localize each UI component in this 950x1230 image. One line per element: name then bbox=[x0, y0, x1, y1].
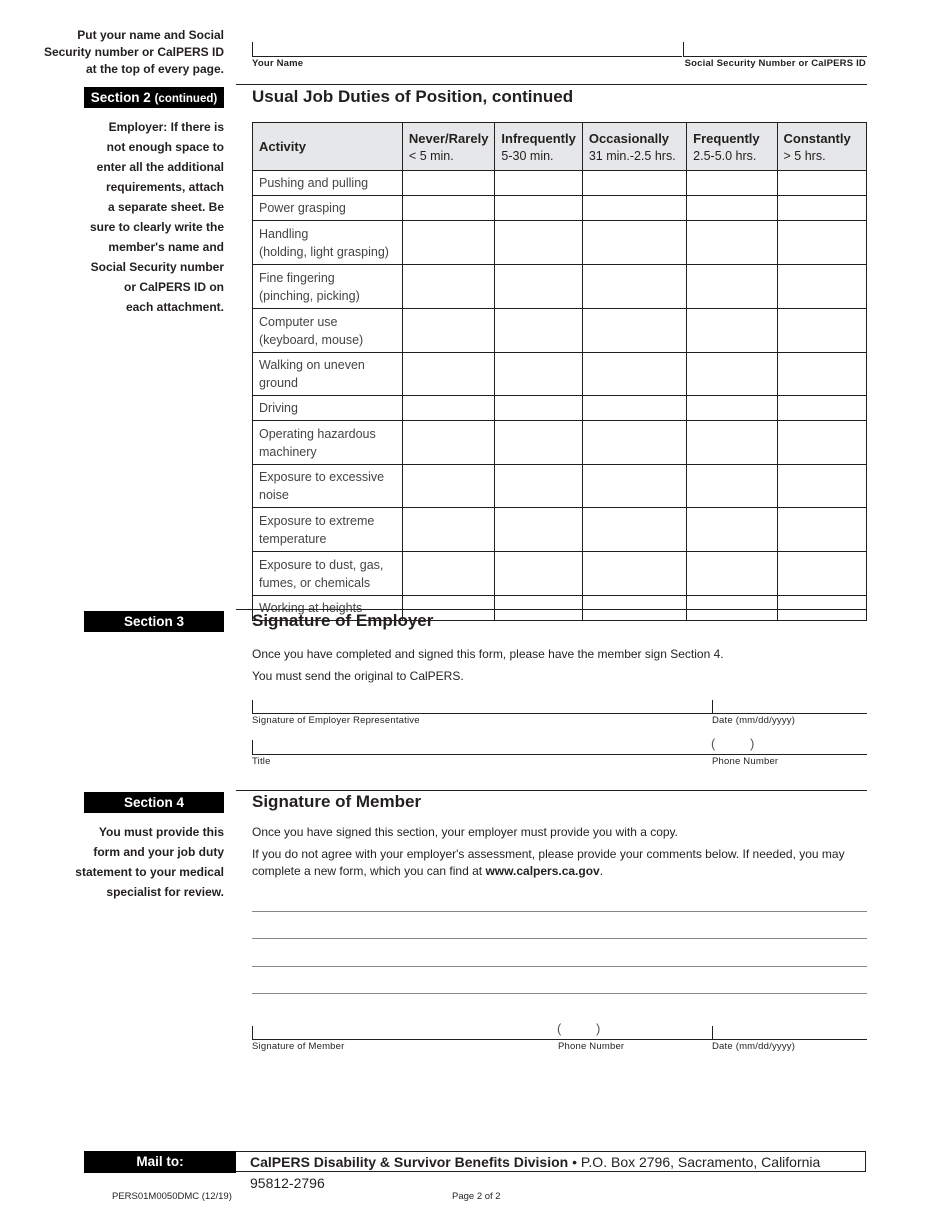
frequency-cell[interactable] bbox=[687, 353, 777, 396]
column-sub: > 5 hrs. bbox=[783, 148, 826, 163]
your-name-field[interactable] bbox=[252, 56, 682, 57]
frequency-cell[interactable] bbox=[402, 265, 495, 309]
note-line: statement to your medical bbox=[75, 865, 224, 879]
frequency-cell[interactable] bbox=[687, 465, 777, 508]
column-sub: 5-30 min. bbox=[501, 148, 554, 163]
activity-cell bbox=[253, 265, 403, 309]
frequency-cell[interactable] bbox=[402, 421, 495, 465]
mailing-address bbox=[236, 1151, 866, 1191]
employer-phone-label: Phone Number bbox=[712, 756, 779, 767]
area-code-close-paren: ) bbox=[750, 736, 755, 751]
area-code-open-paren: ( bbox=[557, 1021, 562, 1036]
table-row bbox=[253, 265, 867, 309]
activity-cell bbox=[253, 309, 403, 353]
division-name: CalPERS Disability & Survivor Benefits Division bbox=[250, 1154, 569, 1170]
frequency-cell[interactable] bbox=[777, 465, 866, 508]
frequency-cell[interactable] bbox=[777, 396, 866, 421]
page-number: Page 2 of 2 bbox=[452, 1191, 501, 1202]
frequency-cell[interactable] bbox=[582, 309, 686, 353]
frequency-cell[interactable] bbox=[582, 265, 686, 309]
frequency-cell[interactable] bbox=[777, 196, 866, 221]
frequency-cell[interactable] bbox=[402, 465, 495, 508]
table-row bbox=[253, 508, 867, 552]
section2-badge-text: Section 2 bbox=[90, 90, 151, 105]
member-sig-tick bbox=[252, 1026, 253, 1039]
frequency-cell[interactable] bbox=[582, 508, 686, 552]
section4-instruction: Once you have signed this section, your employer must provide you with a copy. bbox=[252, 825, 678, 839]
ssn-field-tick bbox=[683, 42, 684, 56]
activity-cell bbox=[253, 552, 403, 596]
frequency-cell[interactable] bbox=[495, 353, 582, 396]
activity-label: Exposure to excessive noise bbox=[259, 470, 385, 502]
frequency-cell[interactable] bbox=[402, 552, 495, 596]
name-field-tick bbox=[252, 42, 253, 56]
header-divider bbox=[236, 84, 867, 85]
frequency-cell[interactable] bbox=[495, 465, 582, 508]
frequency-cell[interactable] bbox=[777, 171, 866, 196]
note-line: You must provide this bbox=[98, 825, 224, 839]
member-phone-label: Phone Number bbox=[558, 1041, 625, 1052]
column-sub: 2.5-5.0 hrs. bbox=[693, 148, 757, 163]
activity-label: Power grasping bbox=[259, 201, 346, 215]
activity-label: Driving bbox=[259, 401, 298, 415]
column-name: Occasionally bbox=[588, 130, 670, 146]
activity-cell bbox=[253, 196, 403, 221]
frequency-cell[interactable] bbox=[687, 221, 777, 265]
column-header bbox=[253, 123, 403, 171]
section2-badge-suffix: (continued) bbox=[154, 93, 218, 105]
column-header bbox=[402, 123, 495, 171]
frequency-cell[interactable] bbox=[687, 309, 777, 353]
activity-cell bbox=[253, 421, 403, 465]
frequency-cell[interactable] bbox=[777, 552, 866, 596]
instruction-period: . bbox=[599, 864, 604, 878]
note-line: form and your job duty bbox=[93, 845, 224, 859]
frequency-cell[interactable] bbox=[687, 171, 777, 196]
frequency-cell[interactable] bbox=[777, 221, 866, 265]
section3-badge: Section 3 bbox=[84, 611, 224, 632]
ssn-field[interactable] bbox=[683, 56, 867, 57]
frequency-cell[interactable] bbox=[582, 221, 686, 265]
calpers-website-link[interactable]: www.calpers.ca.gov bbox=[485, 864, 600, 878]
note-line: sure to clearly write the bbox=[89, 220, 224, 234]
mail-to-badge: Mail to: bbox=[84, 1151, 236, 1173]
note-line: or CalPERS ID on bbox=[123, 280, 224, 294]
table-row bbox=[253, 221, 867, 265]
column-header bbox=[582, 123, 686, 171]
member-phone-field[interactable] bbox=[558, 1039, 712, 1040]
instruction-line bbox=[252, 863, 867, 880]
activity-cell bbox=[253, 396, 403, 421]
frequency-cell[interactable] bbox=[495, 396, 582, 421]
frequency-cell[interactable] bbox=[777, 265, 866, 309]
activity-sublabel: (holding, light grasping) bbox=[259, 244, 389, 259]
section3-instruction: Once you have completed and signed this form, please have the member sign Section 4. bbox=[252, 647, 724, 661]
column-name: Constantly bbox=[783, 130, 851, 146]
column-header bbox=[687, 123, 777, 171]
frequency-cell[interactable] bbox=[402, 396, 495, 421]
header-instruction bbox=[44, 27, 224, 78]
frequency-cell[interactable] bbox=[402, 508, 495, 552]
frequency-cell[interactable] bbox=[582, 421, 686, 465]
activity-label: Exposure to extreme bbox=[259, 513, 375, 528]
area-code-close-paren: ) bbox=[596, 1021, 601, 1036]
comment-line[interactable] bbox=[252, 938, 867, 939]
column-name: Infrequently bbox=[501, 130, 576, 146]
job-duties-table bbox=[252, 122, 867, 621]
note-line: not enough space to bbox=[106, 140, 224, 154]
employer-date-field[interactable] bbox=[712, 713, 867, 714]
section4-title: Signature of Member bbox=[252, 792, 422, 811]
table-header-row bbox=[253, 123, 867, 171]
activity-label: Walking on uneven ground bbox=[259, 358, 365, 390]
activity-label: Handling bbox=[259, 226, 309, 241]
employer-signature-field[interactable] bbox=[252, 713, 712, 714]
frequency-cell[interactable] bbox=[402, 196, 495, 221]
frequency-cell[interactable] bbox=[402, 221, 495, 265]
instruction-line: Security number or CalPERS ID bbox=[43, 45, 224, 59]
instruction-line: Put your name and Social bbox=[77, 28, 224, 42]
instruction-text: complete a new form, which you can find at bbox=[252, 864, 486, 878]
frequency-cell[interactable] bbox=[687, 596, 777, 621]
frequency-cell[interactable] bbox=[402, 309, 495, 353]
section4-instruction bbox=[252, 846, 867, 880]
frequency-cell[interactable] bbox=[495, 508, 582, 552]
activity-label: Operating hazardous bbox=[259, 426, 376, 441]
member-date-field[interactable] bbox=[712, 1039, 867, 1040]
table-row bbox=[253, 465, 867, 508]
employer-date-label: Date (mm/dd/yyyy) bbox=[712, 715, 796, 726]
frequency-cell[interactable] bbox=[495, 221, 582, 265]
frequency-cell[interactable] bbox=[582, 465, 686, 508]
column-name: Activity bbox=[259, 139, 306, 154]
table-row bbox=[253, 171, 867, 196]
frequency-cell[interactable] bbox=[687, 552, 777, 596]
note-line: each attachment. bbox=[125, 300, 224, 314]
your-name-label: Your Name bbox=[252, 58, 304, 69]
title-tick bbox=[252, 740, 253, 754]
frequency-cell[interactable] bbox=[777, 353, 866, 396]
column-header bbox=[495, 123, 582, 171]
note-line: member's name and bbox=[108, 240, 224, 254]
activity-label: Fine fingering bbox=[259, 270, 335, 285]
column-name: Never/Rarely bbox=[408, 130, 489, 146]
table-row bbox=[253, 396, 867, 421]
activity-label: Working at heights bbox=[259, 601, 363, 615]
activity-sublabel: (keyboard, mouse) bbox=[259, 332, 364, 347]
note-line: a separate sheet. Be bbox=[107, 200, 224, 214]
member-date-tick bbox=[712, 1026, 713, 1039]
section3-divider bbox=[236, 609, 867, 610]
frequency-cell[interactable] bbox=[777, 309, 866, 353]
activity-cell bbox=[253, 171, 403, 196]
note-line: Social Security number bbox=[90, 260, 224, 274]
employer-note-lead: Employer: bbox=[108, 120, 168, 134]
employer-sig-tick bbox=[252, 700, 253, 713]
frequency-cell[interactable] bbox=[495, 309, 582, 353]
form-id: PERS01M0050DMC (12/19) bbox=[112, 1191, 232, 1202]
employer-sig-label: Signature of Employer Representative bbox=[252, 715, 420, 726]
section4-badge: Section 4 bbox=[84, 792, 224, 813]
section2-badge bbox=[84, 87, 224, 108]
frequency-cell[interactable] bbox=[582, 552, 686, 596]
frequency-cell[interactable] bbox=[402, 353, 495, 396]
activity-sublabel: temperature bbox=[259, 531, 327, 546]
frequency-cell[interactable] bbox=[582, 596, 686, 621]
employer-note bbox=[90, 117, 224, 317]
frequency-cell[interactable] bbox=[777, 508, 866, 552]
ssn-label: Social Security Number or CalPERS ID bbox=[684, 58, 866, 69]
section3-title: Signature of Employer bbox=[252, 611, 434, 630]
activity-cell bbox=[253, 221, 403, 265]
instruction-line: If you do not agree with your employer's assessment, please provide your comments below. If needed, you may bbox=[252, 847, 845, 861]
column-sub: 31 min.-2.5 hrs. bbox=[588, 148, 676, 163]
instruction-line: at the top of every page. bbox=[85, 62, 224, 76]
frequency-cell[interactable] bbox=[495, 196, 582, 221]
note-line: If there is bbox=[170, 120, 224, 134]
employer-date-tick bbox=[712, 700, 713, 713]
frequency-cell[interactable] bbox=[495, 171, 582, 196]
activity-sublabel: fumes, or chemicals bbox=[259, 575, 371, 590]
note-line: enter all the additional bbox=[96, 160, 224, 174]
frequency-cell[interactable] bbox=[777, 596, 866, 621]
area-code-open-paren: ( bbox=[711, 736, 716, 751]
comment-line[interactable] bbox=[252, 911, 867, 912]
activity-label: Computer use bbox=[259, 314, 338, 329]
frequency-cell[interactable] bbox=[582, 396, 686, 421]
employer-phone-field[interactable] bbox=[712, 754, 867, 755]
activity-cell bbox=[253, 465, 403, 508]
activity-cell bbox=[253, 353, 403, 396]
table-row bbox=[253, 353, 867, 396]
activity-sublabel: machinery bbox=[259, 444, 317, 459]
note-line: requirements, attach bbox=[105, 180, 224, 194]
section3-instruction: You must send the original to CalPERS. bbox=[252, 669, 464, 683]
column-name: Frequently bbox=[693, 130, 760, 146]
frequency-cell[interactable] bbox=[687, 265, 777, 309]
frequency-cell[interactable] bbox=[495, 421, 582, 465]
frequency-cell[interactable] bbox=[495, 265, 582, 309]
comment-line[interactable] bbox=[252, 966, 867, 967]
frequency-cell[interactable] bbox=[777, 421, 866, 465]
member-signature-field[interactable] bbox=[252, 1039, 558, 1040]
activity-label: Pushing and pulling bbox=[259, 176, 369, 190]
section2-title: Usual Job Duties of Position, continued bbox=[252, 87, 574, 106]
frequency-cell[interactable] bbox=[687, 396, 777, 421]
frequency-cell[interactable] bbox=[582, 353, 686, 396]
activity-sublabel: (pinching, picking) bbox=[259, 288, 360, 303]
note-line: specialist for review. bbox=[106, 885, 224, 899]
frequency-cell[interactable] bbox=[582, 196, 686, 221]
member-sig-label: Signature of Member bbox=[252, 1041, 345, 1052]
frequency-cell[interactable] bbox=[495, 552, 582, 596]
table-row bbox=[253, 196, 867, 221]
frequency-cell[interactable] bbox=[687, 196, 777, 221]
frequency-cell[interactable] bbox=[687, 508, 777, 552]
activity-cell bbox=[253, 508, 403, 552]
title-label: Title bbox=[252, 756, 271, 767]
column-header bbox=[777, 123, 866, 171]
activity-label: Exposure to dust, gas, bbox=[259, 557, 384, 572]
section4-note bbox=[75, 822, 224, 902]
comment-line[interactable] bbox=[252, 993, 867, 994]
address-text: • P.O. Box 2796, Sacramento, California 95812-2796 bbox=[250, 1154, 821, 1191]
frequency-cell[interactable] bbox=[402, 171, 495, 196]
frequency-cell[interactable] bbox=[495, 596, 582, 621]
column-sub: < 5 min. bbox=[408, 148, 454, 163]
member-date-label: Date (mm/dd/yyyy) bbox=[712, 1041, 796, 1052]
frequency-cell[interactable] bbox=[687, 421, 777, 465]
table-row bbox=[253, 421, 867, 465]
section4-divider bbox=[236, 790, 867, 791]
table-row bbox=[253, 309, 867, 353]
frequency-cell[interactable] bbox=[582, 171, 686, 196]
table-row bbox=[253, 552, 867, 596]
title-field[interactable] bbox=[252, 754, 712, 755]
